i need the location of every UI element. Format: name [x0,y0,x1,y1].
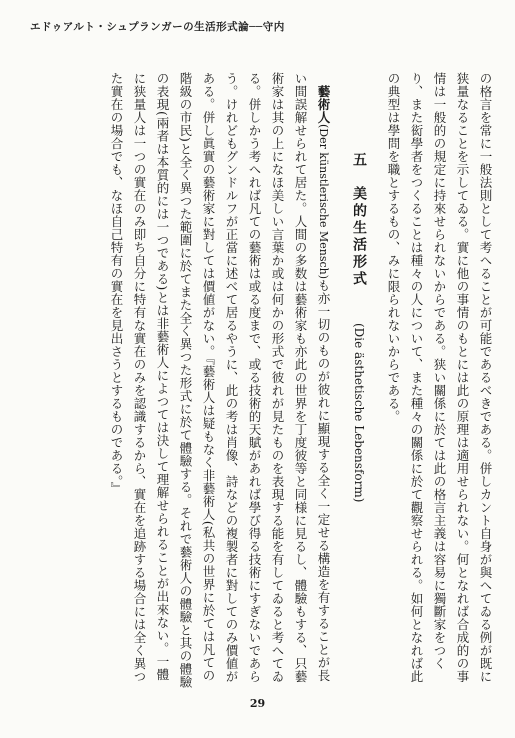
section-heading [347,72,370,692]
page-number: 29 [249,697,266,710]
section-title: 美的生活形式 [351,186,367,288]
body-text [17,72,497,692]
paragraph-2-lead: 藝術人 [316,84,331,124]
running-header: エドゥアルト・シュプランガーの生活形式論──守内 [30,21,285,33]
paragraph-2 [105,72,335,692]
section-number: 五 [351,152,367,169]
paragraph-2-text: も亦一切のものが彼れに顯現する全く一定せる構造を有することが長い間誤解せられて居た。人間の多数は藝術家も亦此の世界を丁度彼等と同様に見るし、體驗もする、只藝術家は其の上になほ美しい言葉か或は何かの形式で彼れが見たものを表現する能を有してゐると考へてゐる。併しかう考へれば凡ての藝術は或る度まで、或る技術的天賦があれば學び得る技術にすぎないであらう。けれどもグンドルフが正當に述べて居るやうに、此の考は肖像、詩などの複製者に對してのみ價値がある。併し眞實の藝術家に對しては價値がない。『藝術人は疑もなく非藝術人(私共の世界に於ては凡ての階級の市民)と全く異つた範圍に於てまた全く異つた形式に於て體驗する。それで藝術人の體驗と其の體驗の表現(兩者は本質的には一つである)とは非藝術人によつては決して理解せられることが出來ない。一體に狭量人は一つの實在のみ即ち自分に特有な實在のみを認識するから、實在を追跡する場合には全く異つた實在の場合でも、なほ自己特有の實在を見出さうとするものである。』 [109,72,331,689]
paragraph-2-german: (Der künstlerische Mensch) [317,123,330,279]
section-german-title: (Die ästhetische Lebensform) [352,323,366,503]
paragraph-1: の格言を常に一般法則として考へることが可能であるべきである。併しカント自身が與へてゐる例が既に狭量なることを示してゐる。實に他の事情のもとには此の原理は適用せられない。何となれば合成的の事情は一般的の規定に持來せられないからである。狭い關係に於ては此の格言主義は容易に獨斷家をつくり、また衒學者をつくることは種々の人について、また種々の關係に於て觀察せられる。如何となれば此の典型は學問を職とするもの、みに限られないからである。 [386,72,493,683]
